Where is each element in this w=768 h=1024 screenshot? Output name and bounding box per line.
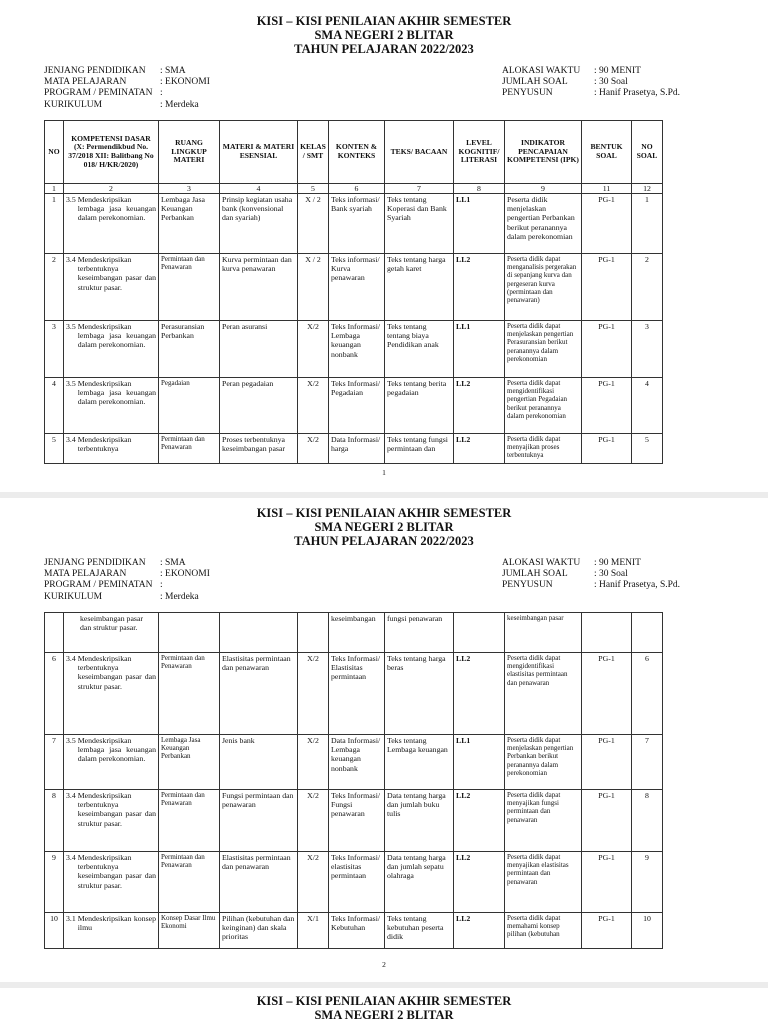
cell-no: 1	[45, 194, 64, 254]
cell-ruang-lingkup: Lembaga Jasa Keuangan Perbankan	[159, 194, 220, 254]
meta-key: JUMLAH SOAL	[502, 569, 568, 580]
cell-level: LL1	[454, 735, 505, 790]
cell-no-soal: 4	[632, 378, 663, 434]
table-row	[45, 913, 663, 949]
cell-no: 4	[45, 378, 64, 434]
cell-materi: Kurva permintaan dan kurva penawaran	[220, 254, 298, 321]
meta-left	[44, 558, 210, 603]
cell-materi: Proses terbentuknya keseimbangan pasar	[220, 434, 298, 464]
kd-text: Mendeskripsikan konsep ilmu	[77, 914, 156, 933]
cell-konten: Teks Informasi/ Lembaga keuangan nonbank	[329, 321, 385, 378]
cell-teks: fungsi penawaran	[385, 613, 454, 653]
table-row	[45, 194, 663, 254]
kd-text: Mendeskripsikan terbentuknya	[77, 435, 132, 454]
meta-key: PENYUSUN	[502, 88, 553, 99]
table-row	[45, 321, 663, 378]
kd-number: 3.5	[66, 379, 76, 388]
cell-ipk: Peserta didik dapat mengidentifikasi elastisitas permintaan dan penawaran	[505, 653, 582, 735]
cell-level: LL2	[454, 434, 505, 464]
kd-number: 3.4	[66, 654, 76, 663]
cell-materi: Pilihan (kebutuhan dan keinginan) dan skala prioritas	[220, 913, 298, 949]
cell-kelas: X/2	[298, 790, 329, 852]
cell-konten: Data Informasi/ Lembaga keuangan nonbank	[329, 735, 385, 790]
cell-no: 8	[45, 790, 64, 852]
cell-bentuk: PG-1	[582, 254, 632, 321]
table-header-row	[45, 121, 663, 184]
page-number: 1	[382, 468, 386, 477]
meta-key: KURIKULUM	[44, 99, 103, 110]
cell-no: 3	[45, 321, 64, 378]
column-header: KELAS / SMT	[298, 121, 329, 184]
meta-left	[44, 66, 210, 111]
cell-no-soal: 3	[632, 321, 663, 378]
cell-ipk: Peserta didik dapat menjelaskan pengertian Perbankan berikut peranannya dalam perekonomian	[505, 735, 582, 790]
cell-materi: Elastisitas permintaan dan penawaran	[220, 852, 298, 913]
column-header: NO	[45, 121, 64, 184]
meta-value: : Hanif Prasetya, S.Pd.	[594, 88, 681, 99]
meta-key: KURIKULUM	[44, 591, 103, 602]
kd-text: Mendeskripsikan lembaga jasa keuangan dalam perekonomian.	[77, 736, 156, 764]
cell-teks: Teks tentang tentang biaya Pendidikan anak	[385, 321, 454, 378]
meta-key: ALOKASI WAKTU	[502, 66, 581, 76]
cell-no: 7	[45, 735, 64, 790]
school-name: SMA NEGERI 2 BLITAR	[314, 28, 454, 42]
kd-number: 3.1	[66, 914, 76, 923]
meta-row	[44, 569, 210, 580]
column-number: 7	[385, 184, 454, 194]
cell-ruang-lingkup: Perasuransian Perbankan	[159, 321, 220, 378]
cell-materi	[220, 613, 298, 653]
column-number: 12	[632, 184, 663, 194]
meta-key: PROGRAM / PEMINATAN	[44, 88, 153, 99]
meta-key: JENJANG PENDIDIKAN	[44, 558, 146, 568]
column-number: 4	[220, 184, 298, 194]
kd-text: Mendeskripsikan terbentuknya keseimbangan pasar dan struktur pasar.	[77, 654, 156, 691]
cell-ruang-lingkup: Permintaan dan Penawaran	[159, 434, 220, 464]
cell-no-soal: 5	[632, 434, 663, 464]
cell-bentuk: PG-1	[582, 434, 632, 464]
cell-no: 10	[45, 913, 64, 949]
cell-kelas	[298, 613, 329, 653]
cell-kelas: X/2	[298, 321, 329, 378]
cell-ipk: Peserta didik menjelaskan pengertian Perbankan berikut peranannya dalam perekonomian	[505, 194, 582, 254]
meta-right	[502, 66, 680, 100]
school-name: SMA NEGERI 2 BLITAR	[314, 520, 454, 534]
meta-value: : EKONOMI	[160, 77, 210, 88]
meta-value: : 90 MENIT	[594, 66, 641, 76]
meta-key: PROGRAM / PEMINATAN	[44, 580, 153, 591]
cell-konten: Teks Informasi/ elastisitas permintaan	[329, 852, 385, 913]
cell-kompetensi	[64, 378, 159, 434]
cell-no-soal: 7	[632, 735, 663, 790]
page-number: 2	[382, 960, 386, 969]
cell-teks: Data tentang harga dan jumlah buku tulis	[385, 790, 454, 852]
cell-kompetensi	[64, 434, 159, 464]
cell-no-soal: 1	[632, 194, 663, 254]
meta-right	[502, 558, 680, 592]
cell-bentuk: PG-1	[582, 653, 632, 735]
cell-kompetensi	[64, 321, 159, 378]
meta-row	[502, 558, 680, 569]
kd-text: Mendeskripsikan terbentuknya keseimbangan pasar dan struktur pasar.	[77, 791, 156, 828]
document-page-3	[0, 988, 768, 1024]
meta-value: :	[160, 580, 163, 591]
cell-kompetensi	[64, 735, 159, 790]
column-header: KONTEN & KONTEKS	[329, 121, 385, 184]
cell-kelas: X/2	[298, 653, 329, 735]
cell-ipk: Peserta didik dapat menjelaskan pengertian Perasuransian berikut peranannya dalam perekonomian	[505, 321, 582, 378]
cell-ruang-lingkup: Permintaan dan Penawaran	[159, 254, 220, 321]
kd-text: keseimbangan pasar dan struktur pasar.	[80, 614, 143, 633]
column-number-row	[45, 184, 663, 194]
cell-level: LL1	[454, 321, 505, 378]
cell-ruang-lingkup: Permintaan dan Penawaran	[159, 852, 220, 913]
cell-bentuk	[582, 613, 632, 653]
cell-level: LL2	[454, 790, 505, 852]
cell-konten: keseimbangan	[329, 613, 385, 653]
cell-ipk: Peserta didik dapat memahami konsep pilihan (kebutuhan	[505, 913, 582, 949]
column-number: 5	[298, 184, 329, 194]
cell-ipk: Peserta didik dapat menyajikan proses terbentuknya	[505, 434, 582, 464]
cell-ipk: Peserta didik dapat mengidentifikasi pengertian Pegadaian berikut peranannya dalam perekonomian	[505, 378, 582, 434]
meta-key: MATA PELAJARAN	[44, 77, 127, 88]
page-title-block	[0, 988, 768, 1022]
cell-bentuk: PG-1	[582, 852, 632, 913]
cell-level	[454, 613, 505, 653]
cell-ruang-lingkup: Pegadaian	[159, 378, 220, 434]
table-row	[45, 254, 663, 321]
cell-ruang-lingkup: Lembaga Jasa Keuangan Perbankan	[159, 735, 220, 790]
cell-ipk: Peserta didik dapat menyajikan fungsi permintaan dan penawaran	[505, 790, 582, 852]
cell-no: 9	[45, 852, 64, 913]
cell-ruang-lingkup	[159, 613, 220, 653]
document-title: KISI – KISI PENILAIAN AKHIR SEMESTER	[256, 506, 512, 520]
academic-year: TAHUN PELAJARAN 2022/2023	[294, 42, 474, 56]
kd-text: Mendeskripsikan lembaga jasa keuangan dalam perekonomian.	[77, 379, 156, 407]
kd-number: 3.4	[66, 435, 76, 444]
meta-key: MATA PELAJARAN	[44, 569, 127, 580]
column-number: 6	[329, 184, 385, 194]
meta-row	[502, 569, 680, 580]
meta-row	[502, 580, 680, 591]
cell-kompetensi	[64, 653, 159, 735]
cell-materi: Fungsi permintaan dan penawaran	[220, 790, 298, 852]
cell-kompetensi	[64, 790, 159, 852]
column-number: 11	[582, 184, 632, 194]
cell-teks: Teks tentang berita pegadaian	[385, 378, 454, 434]
cell-bentuk: PG-1	[582, 790, 632, 852]
cell-konten: Teks Informasi/ Kebutuhan	[329, 913, 385, 949]
cell-ipk: keseimbangan pasar	[505, 613, 582, 653]
cell-teks: Teks tentang harga getah karet	[385, 254, 454, 321]
cell-bentuk: PG-1	[582, 321, 632, 378]
cell-ruang-lingkup: Konsep Dasar Ilmu Ekonomi	[159, 913, 220, 949]
meta-value: : SMA	[160, 558, 186, 568]
column-number: 3	[159, 184, 220, 194]
meta-row	[44, 77, 210, 88]
meta-value: : Merdeka	[160, 99, 199, 110]
cell-teks: Teks tentang fungsi permintaan dan	[385, 434, 454, 464]
cell-materi: Jenis bank	[220, 735, 298, 790]
cell-materi: Elastisitas permintaan dan penawaran	[220, 653, 298, 735]
meta-row	[44, 558, 210, 569]
column-header: KOMPETENSI DASAR (X: Permendikbud No. 37/2018 XII: Balitbang No 018/ H/KR/2020)	[64, 121, 159, 184]
column-header: LEVEL KOGNITIF/ LITERASI	[454, 121, 505, 184]
page-title-block	[0, 498, 768, 548]
column-number: 8	[454, 184, 505, 194]
document-page-2	[0, 498, 768, 982]
kd-number: 3.4	[66, 791, 76, 800]
cell-ruang-lingkup: Permintaan dan Penawaran	[159, 790, 220, 852]
cell-kompetensi	[64, 254, 159, 321]
cell-no-soal: 6	[632, 653, 663, 735]
meta-row	[502, 66, 680, 77]
cell-kelas: X / 2	[298, 194, 329, 254]
document-title: KISI – KISI PENILAIAN AKHIR SEMESTER	[256, 994, 512, 1008]
column-header: NO SOAL	[632, 121, 663, 184]
school-name: SMA NEGERI 2 BLITAR	[314, 1008, 454, 1022]
table-row	[45, 790, 663, 852]
column-header: BENTUK SOAL	[582, 121, 632, 184]
cell-kompetensi	[64, 613, 159, 653]
meta-info	[0, 558, 768, 618]
meta-row	[44, 100, 210, 111]
cell-konten: Teks informasi/ Bank syariah	[329, 194, 385, 254]
meta-info	[0, 66, 768, 126]
cell-level: LL2	[454, 254, 505, 321]
column-header: TEKS/ BACAAN	[385, 121, 454, 184]
meta-row	[502, 88, 680, 99]
cell-kelas: X / 2	[298, 254, 329, 321]
cell-ipk: Peserta didik dapat menyajikan elastisitas permintaan dan penawaran	[505, 852, 582, 913]
academic-year: TAHUN PELAJARAN 2022/2023	[294, 534, 474, 548]
meta-key: JUMLAH SOAL	[502, 77, 568, 88]
meta-key: PENYUSUN	[502, 580, 553, 591]
cell-kelas: X/2	[298, 852, 329, 913]
cell-level: LL2	[454, 653, 505, 735]
meta-row	[44, 88, 210, 99]
cell-kelas: X/1	[298, 913, 329, 949]
cell-no-soal: 9	[632, 852, 663, 913]
meta-value: : 90 MENIT	[594, 558, 641, 568]
meta-value: : SMA	[160, 66, 186, 76]
meta-value: : Hanif Prasetya, S.Pd.	[594, 580, 681, 591]
meta-value: : 30 Soal	[594, 77, 628, 88]
cell-teks: Teks tentang Lembaga keuangan	[385, 735, 454, 790]
kd-number: 3.5	[66, 736, 76, 745]
cell-materi: Peran asuransi	[220, 321, 298, 378]
cell-konten: Teks Informasi/ Pegadaian	[329, 378, 385, 434]
cell-level: LL1	[454, 194, 505, 254]
cell-no: 2	[45, 254, 64, 321]
cell-kompetensi	[64, 852, 159, 913]
cell-kompetensi	[64, 913, 159, 949]
kisi-table	[44, 120, 663, 464]
cell-teks: Teks tentang kebutuhan peserta didik	[385, 913, 454, 949]
column-header: RUANG LINGKUP MATERI	[159, 121, 220, 184]
table-row	[45, 434, 663, 464]
meta-value: :	[160, 88, 163, 99]
cell-no-soal: 2	[632, 254, 663, 321]
kd-text: Mendeskripsikan terbentuknya keseimbangan pasar dan struktur pasar.	[77, 853, 156, 890]
cell-konten: Teks informasi/ Kurva penawaran	[329, 254, 385, 321]
meta-row	[44, 580, 210, 591]
kd-text: Mendeskripsikan terbentuknya keseimbangan pasar dan struktur pasar.	[77, 255, 156, 292]
table-row	[45, 378, 663, 434]
meta-row	[44, 592, 210, 603]
kd-number: 3.5	[66, 322, 76, 331]
meta-row	[502, 77, 680, 88]
table-row	[45, 852, 663, 913]
cell-level: LL2	[454, 378, 505, 434]
cell-bentuk: PG-1	[582, 378, 632, 434]
document-page-1	[0, 0, 768, 492]
cell-no: 6	[45, 653, 64, 735]
kisi-table	[44, 612, 663, 949]
kd-text: Mendeskripsikan lembaga jasa keuangan dalam perekonomian.	[77, 322, 156, 350]
kd-number: 3.5	[66, 195, 76, 204]
meta-value: : EKONOMI	[160, 569, 210, 580]
cell-teks: Teks tentang Koperasi dan Bank Syariah	[385, 194, 454, 254]
column-number: 2	[64, 184, 159, 194]
column-number: 1	[45, 184, 64, 194]
cell-ipk: Peserta didik dapat menganalisis pergerakan di sepanjang kurva dan pergeseran kurva (permintaan dan penawaran)	[505, 254, 582, 321]
cell-materi: Prinsip kegiatan usaha bank (konvensional dan syariah)	[220, 194, 298, 254]
table-row-continuation	[45, 613, 663, 653]
cell-kelas: X/2	[298, 735, 329, 790]
column-header: MATERI & MATERI ESENSIAL	[220, 121, 298, 184]
cell-no: 5	[45, 434, 64, 464]
cell-kelas: X/2	[298, 434, 329, 464]
page-title-block	[0, 0, 768, 56]
column-number: 9	[505, 184, 582, 194]
meta-row	[44, 66, 210, 77]
kd-text: Mendeskripsikan lembaga jasa keuangan dalam perekonomian.	[77, 195, 156, 223]
cell-konten: Teks Informasi/ Elastisitas permintaan	[329, 653, 385, 735]
cell-bentuk: PG-1	[582, 735, 632, 790]
cell-kompetensi	[64, 194, 159, 254]
kd-number: 3.4	[66, 255, 76, 264]
cell-no	[45, 613, 64, 653]
cell-no-soal: 8	[632, 790, 663, 852]
cell-no-soal	[632, 613, 663, 653]
cell-teks: Data tentang harga dan jumlah sepatu olahraga	[385, 852, 454, 913]
cell-bentuk: PG-1	[582, 913, 632, 949]
cell-kelas: X/2	[298, 378, 329, 434]
column-header: INDIKATOR PENCAPAIAN KOMPETENSI (IPK)	[505, 121, 582, 184]
cell-level: LL2	[454, 852, 505, 913]
cell-bentuk: PG-1	[582, 194, 632, 254]
table-row	[45, 735, 663, 790]
meta-value: : 30 Soal	[594, 569, 628, 580]
kd-number: 3.4	[66, 853, 76, 862]
cell-konten: Data Informasi/ harga	[329, 434, 385, 464]
cell-konten: Teks Informasi/ Fungsi penawaran	[329, 790, 385, 852]
meta-key: JENJANG PENDIDIKAN	[44, 66, 146, 76]
cell-materi: Peran pegadaian	[220, 378, 298, 434]
cell-ruang-lingkup: Permintaan dan Penawaran	[159, 653, 220, 735]
cell-level: LL2	[454, 913, 505, 949]
meta-value: : Merdeka	[160, 591, 199, 602]
cell-no-soal: 10	[632, 913, 663, 949]
document-title: KISI – KISI PENILAIAN AKHIR SEMESTER	[256, 14, 512, 28]
cell-teks: Teks tentang harga beras	[385, 653, 454, 735]
table-row	[45, 653, 663, 735]
meta-key: ALOKASI WAKTU	[502, 558, 581, 568]
